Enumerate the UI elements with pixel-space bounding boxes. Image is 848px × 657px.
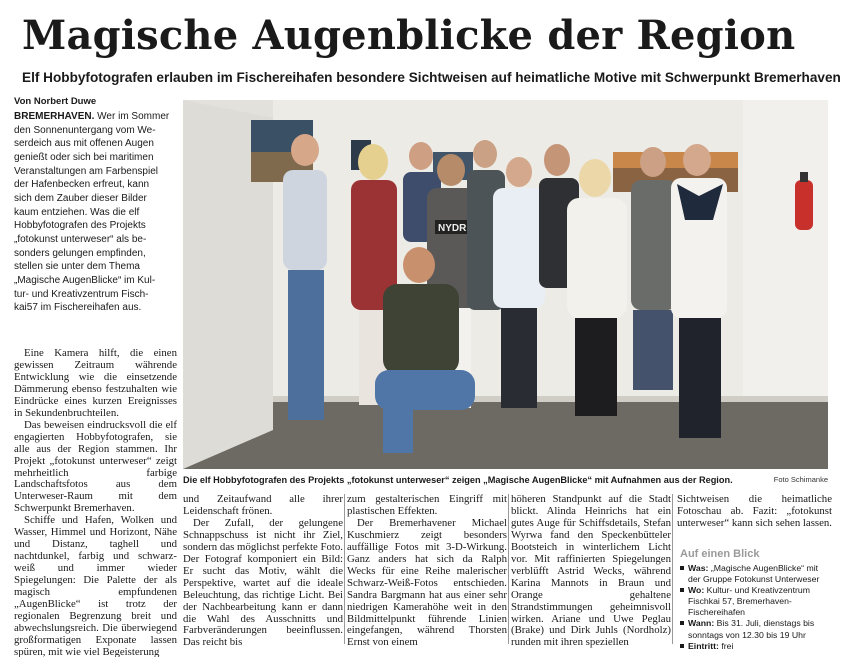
column-divider xyxy=(344,494,345,644)
article-column-4 xyxy=(511,494,671,649)
column-paragraph: Das beweisen eindrucksvoll die elf engagierten Hobbyfotografen, sie alle aus der Region stammen. Ihr Projekt „fotokunst unterweser“ zeigt mehrheitlich farbige Landschaftsfotos aus dem Unterweser-Raum mit dem Schwerpunkt Bremerhaven. xyxy=(14,418,177,515)
factbox-key: Wann: xyxy=(688,618,715,629)
factbox-key: Wo: xyxy=(688,585,705,596)
column-paragraph: zum gestalterischen Eingriff mit plastischen Effekten. xyxy=(347,493,507,517)
article-subheadline: Elf Hobbyfotografen erlauben im Fischereihafen besondere Sichtweisen auf heimatliche Motive mit Schwerpunkt Bremerhaven xyxy=(22,70,841,85)
factbox-row xyxy=(680,563,830,585)
article-column-5 xyxy=(677,494,832,530)
column-paragraph: Sichtweisen die heimatliche Fotoschau ab. Fazit: „fotokunst unterweser“ kann sich sehen lassen. xyxy=(677,493,832,529)
photo-caption-text: Die elf Hobbyfotografen des Projekts „fotokunst unterweser“ zeigen „Magische AugenBlicke“ mit Aufnahmen aus der Region. xyxy=(183,475,733,485)
factbox-value: frei xyxy=(721,640,734,651)
factbox-title: Auf einen Blick xyxy=(680,548,760,560)
column-paragraph: Der Zufall, der gelungene Schnappschuss ist nicht ihr Ziel, sondern das möglichst perfekte Foto. Der Fotograf komponiert ein Bild: Er sucht das Motiv, wählt die Perspektive, wartet auf die ideale Beleuchtung, das richtige Licht. Bei der Nachbearbeitung kann er dann die Wahl des Ausschnitts und Farbveränderungen beeinflussen. Das reicht bis xyxy=(183,516,343,649)
factbox-key: Was: xyxy=(688,563,709,573)
factbox-row xyxy=(680,641,830,652)
article-byline: Von Norbert Duwe xyxy=(14,96,97,107)
factbox-key: Eintritt: xyxy=(688,640,719,651)
column-paragraph: höheren Standpunkt auf die Stadt blickt. Alinda Heinrichs hat ein gutes Auge für Schiffsdetails, Stefan Wyrwa fand den Speckenbütteler Bootsteich in winterlichem Licht vor. Mit raffinierten Spiegelungen verblüfft Astrid Wecks, während Karina Mannots in Braun und Orange gehaltene Strandstimmungen geheimnisvoll wirken. Ariane und Uwe Peglau (Brake) und Dirk Juhls (Nordholz) runden mit ihren speziellen xyxy=(511,493,671,649)
factbox-row xyxy=(680,585,830,618)
article-dateline: BREMERHAVEN. xyxy=(14,111,95,122)
column-paragraph: Der Bremerhavener Michael Kuschmierz zeigt besonders auffällige Fotos mit 3-D-Wirkung. Ganz anders hat sich da Ralph Wecks für eine Reihe malerischer Schwarz-Weiß-Fotos entschieden. Sandra Bargmann hat aus einer sehr niedrigen Kamerahöhe weit in den Bildmittelpunkt führende Linien eingefangen, während Thorsten Ernst von einem xyxy=(347,516,507,649)
photo-caption xyxy=(183,474,828,486)
column-paragraph: Eine Kamera hilft, die einen gewissen Zeitraum währende Entwicklung wie die einsetzende Dämmerung ebenso festzuhalten wie Eindrücke eines kurzen Ereignisses in Sekundenbruchteilen. xyxy=(14,347,177,419)
factbox-value: Bis 31. Juli, dienstags bis sonntags von 12.30 bis 19 Uhr xyxy=(688,618,815,640)
article-lead-text: Wer im Sommer den Sonnenuntergang vom We- serdeich aus mit offenen Augen genießt oder sich bei maritimen Veranstaltungen am Farbenspiel der Hafenbecken erfreut, kann sich dem Zauber dieser Bilder kaum entziehen. Was die elf Hobbyfotografen des Projekts „fotokunst unterweser“ als be- sonders gelungen empfinden, stellen sie unter dem Thema „Magische AugenBlicke“ im Kul- tur- und Kreativzentrum Fisch- kai57 im Fischereihafen aus. xyxy=(14,111,170,314)
photo-credit: Foto Schimanke xyxy=(773,475,828,484)
factbox-value: Kultur- und Kreativzentrum Fischkai 57, Bremerhaven-Fischereihafen xyxy=(688,585,811,618)
column-paragraph: Schiffe und Hafen, Wolken und Wasser, Himmel und Horizont, Nähe und Distanz, taghell und nachtdunkel, farbig und schwarz-weiß und immer wieder Spiegelungen: Die Palette der als magisch empfundenen „AugenBlicke“ ist trotz der regionalen Begrenzung breit und abwechslungsreich. Die überwiegend großformatigen Exponate lassen spüren, mit wie viel Begeisterung xyxy=(14,514,177,657)
column-divider xyxy=(672,494,673,644)
column-divider xyxy=(508,494,509,644)
article-column-2 xyxy=(183,494,343,649)
group-photo xyxy=(183,100,828,469)
factbox-value: „Magische AugenBlicke“ mit der Gruppe Fotokunst Unterweser xyxy=(688,563,820,585)
article-column-1 xyxy=(14,348,177,657)
factbox xyxy=(680,563,830,652)
factbox-row xyxy=(680,618,830,640)
article-headline: Magische Augenblicke der Region xyxy=(22,12,796,59)
article-lead xyxy=(14,110,177,315)
article-column-3 xyxy=(347,494,507,649)
column-paragraph: und Zeitaufwand alle ihrer Leidenschaft frönen. xyxy=(183,493,343,517)
shirt-print: NYDR xyxy=(438,223,467,234)
